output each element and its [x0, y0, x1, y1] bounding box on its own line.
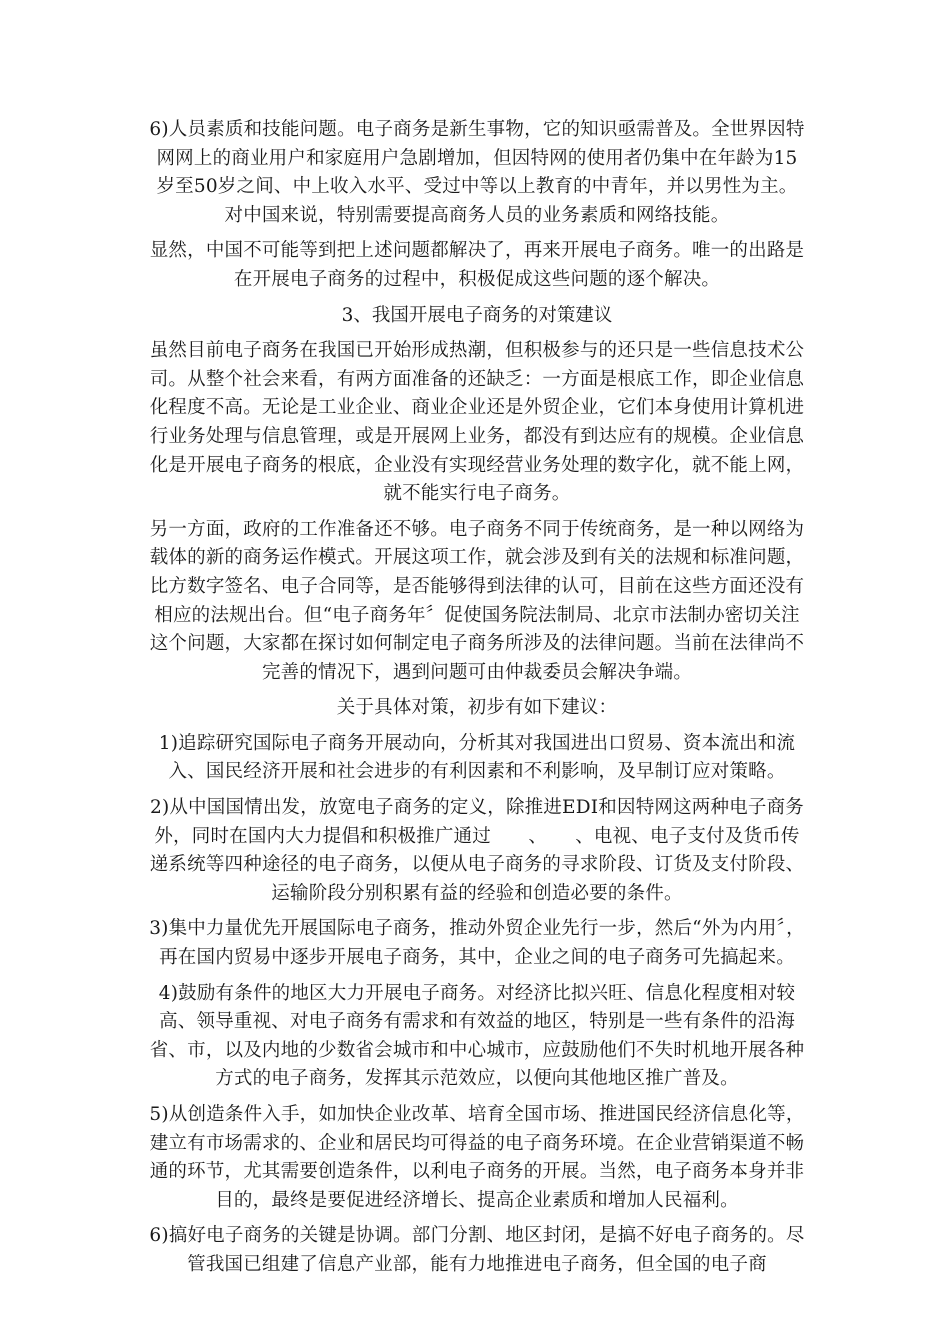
- paragraph-personnel-skills: 6)人员素质和技能问题。电子商务是新生事物，它的知识亟需普及。全世界因特网网上的商业用户和家庭用户急剧增加，但因特网的使用者仍集中在年龄为15岁至50岁之间、中上收入水平、受过中等以上教育的中青年，并以男性为主。对中国来说，特别需要提高商务人员的业务素质和网络技能。: [149, 119, 805, 226]
- suggestion-2: 2)从中国国情出发，放宽电子商务的定义，除推进EDI和因特网这两种电子商务外，同时在国内大力提倡和积极推广通过 、 、电视、电子支付及货币传递系统等四种途径的电子商务，以便从电子商务的寻求阶段、订货及支付阶段、运输阶段分别积累有益的经验和创造必要的条件。: [149, 797, 805, 904]
- paragraph-conclusion: 显然，中国不可能等到把上述问题都解决了，再来开展电子商务。唯一的出路是在开展电子商务的过程中，积极促成这些问题的逐个解决。: [149, 240, 805, 290]
- suggestion-3: 3)集中力量优先开展国际电子商务，推动外贸企业先行一步，然后“外为内用〞，再在国内贸易中逐步开展电子商务，其中，企业之间的电子商务可先搞起来。: [149, 918, 805, 969]
- suggestion-5: 5)从创造条件入手，如加快企业改革、培育全国市场、推进国民经济信息化等，建立有市场需求的、企业和居民均可得益的电子商务环境。在企业营销渠道不畅通的环节，尤其需要创造条件，以利电子商务的开展。当然，电子商务本身并非目的，最终是要促进经济增长、提高企业素质和增加人民福利。: [149, 1104, 805, 1211]
- paragraph-government-readiness: 另一方面，政府的工作准备还不够。电子商务不同于传统商务，是一种以网络为载体的新的商务运作模式。开展这项工作，就会涉及到有关的法规和标准问题，比方数字签名、电子合同等，是否能够得到法律的认可，目前在这些方面还没有相应的法规出台。但“电子商务年〞促使国务院法制局、北京市法制办密切关注这个问题，大家都在探讨如何制定电子商务所涉及的法律问题。当前在法律尚不完善的情况下，遇到问题可由仲裁委员会解决争端。: [149, 518, 805, 683]
- section-heading: 3、我国开展电子商务的对策建议: [341, 304, 613, 326]
- suggestion-4: 4)鼓励有条件的地区大力开展电子商务。对经济比拟兴旺、信息化程度相对较高、领导重视、对电子商务有需求和有效益的地区，特别是一些有条件的沿海省、市，以及内地的少数省会城市和中心城市，应鼓励他们不失时机地开展各种方式的电子商务，发挥其示范效应，以便向其他地区推广普及。: [149, 982, 805, 1090]
- document-page: [148, 116, 806, 1287]
- suggestion-1: 1)追踪研究国际电子商务开展动向，分析其对我国进出口贸易、资本流出和流入、国民经济开展和社会进步的有利因素和不利影响，及早制订应对策略。: [158, 732, 796, 783]
- paragraph-enterprise-readiness: 虽然目前电子商务在我国已开始形成热潮，但积极参与的还只是一些信息技术公司。从整个社会来看，有两方面准备的还缺乏：一方面是根底工作，即企业信息化程度不高。无论是工业企业、商业企业还是外贸企业，它们本身使用计算机进行业务处理与信息管理，或是开展网上业务，都没有到达应有的规模。企业信息化是开展电子商务的根底，企业没有实现经营业务处理的数字化，就不能上网，就不能实行电子商务。: [149, 340, 805, 505]
- suggestion-6: 6)搞好电子商务的关键是协调。部门分割、地区封闭，是搞不好电子商务的。尽管我国已组建了信息产业部，能有力地推进电子商务，但全国的电子商: [149, 1225, 805, 1275]
- paragraph-suggestions-intro: 关于具体对策，初步有如下建议：: [336, 697, 618, 719]
